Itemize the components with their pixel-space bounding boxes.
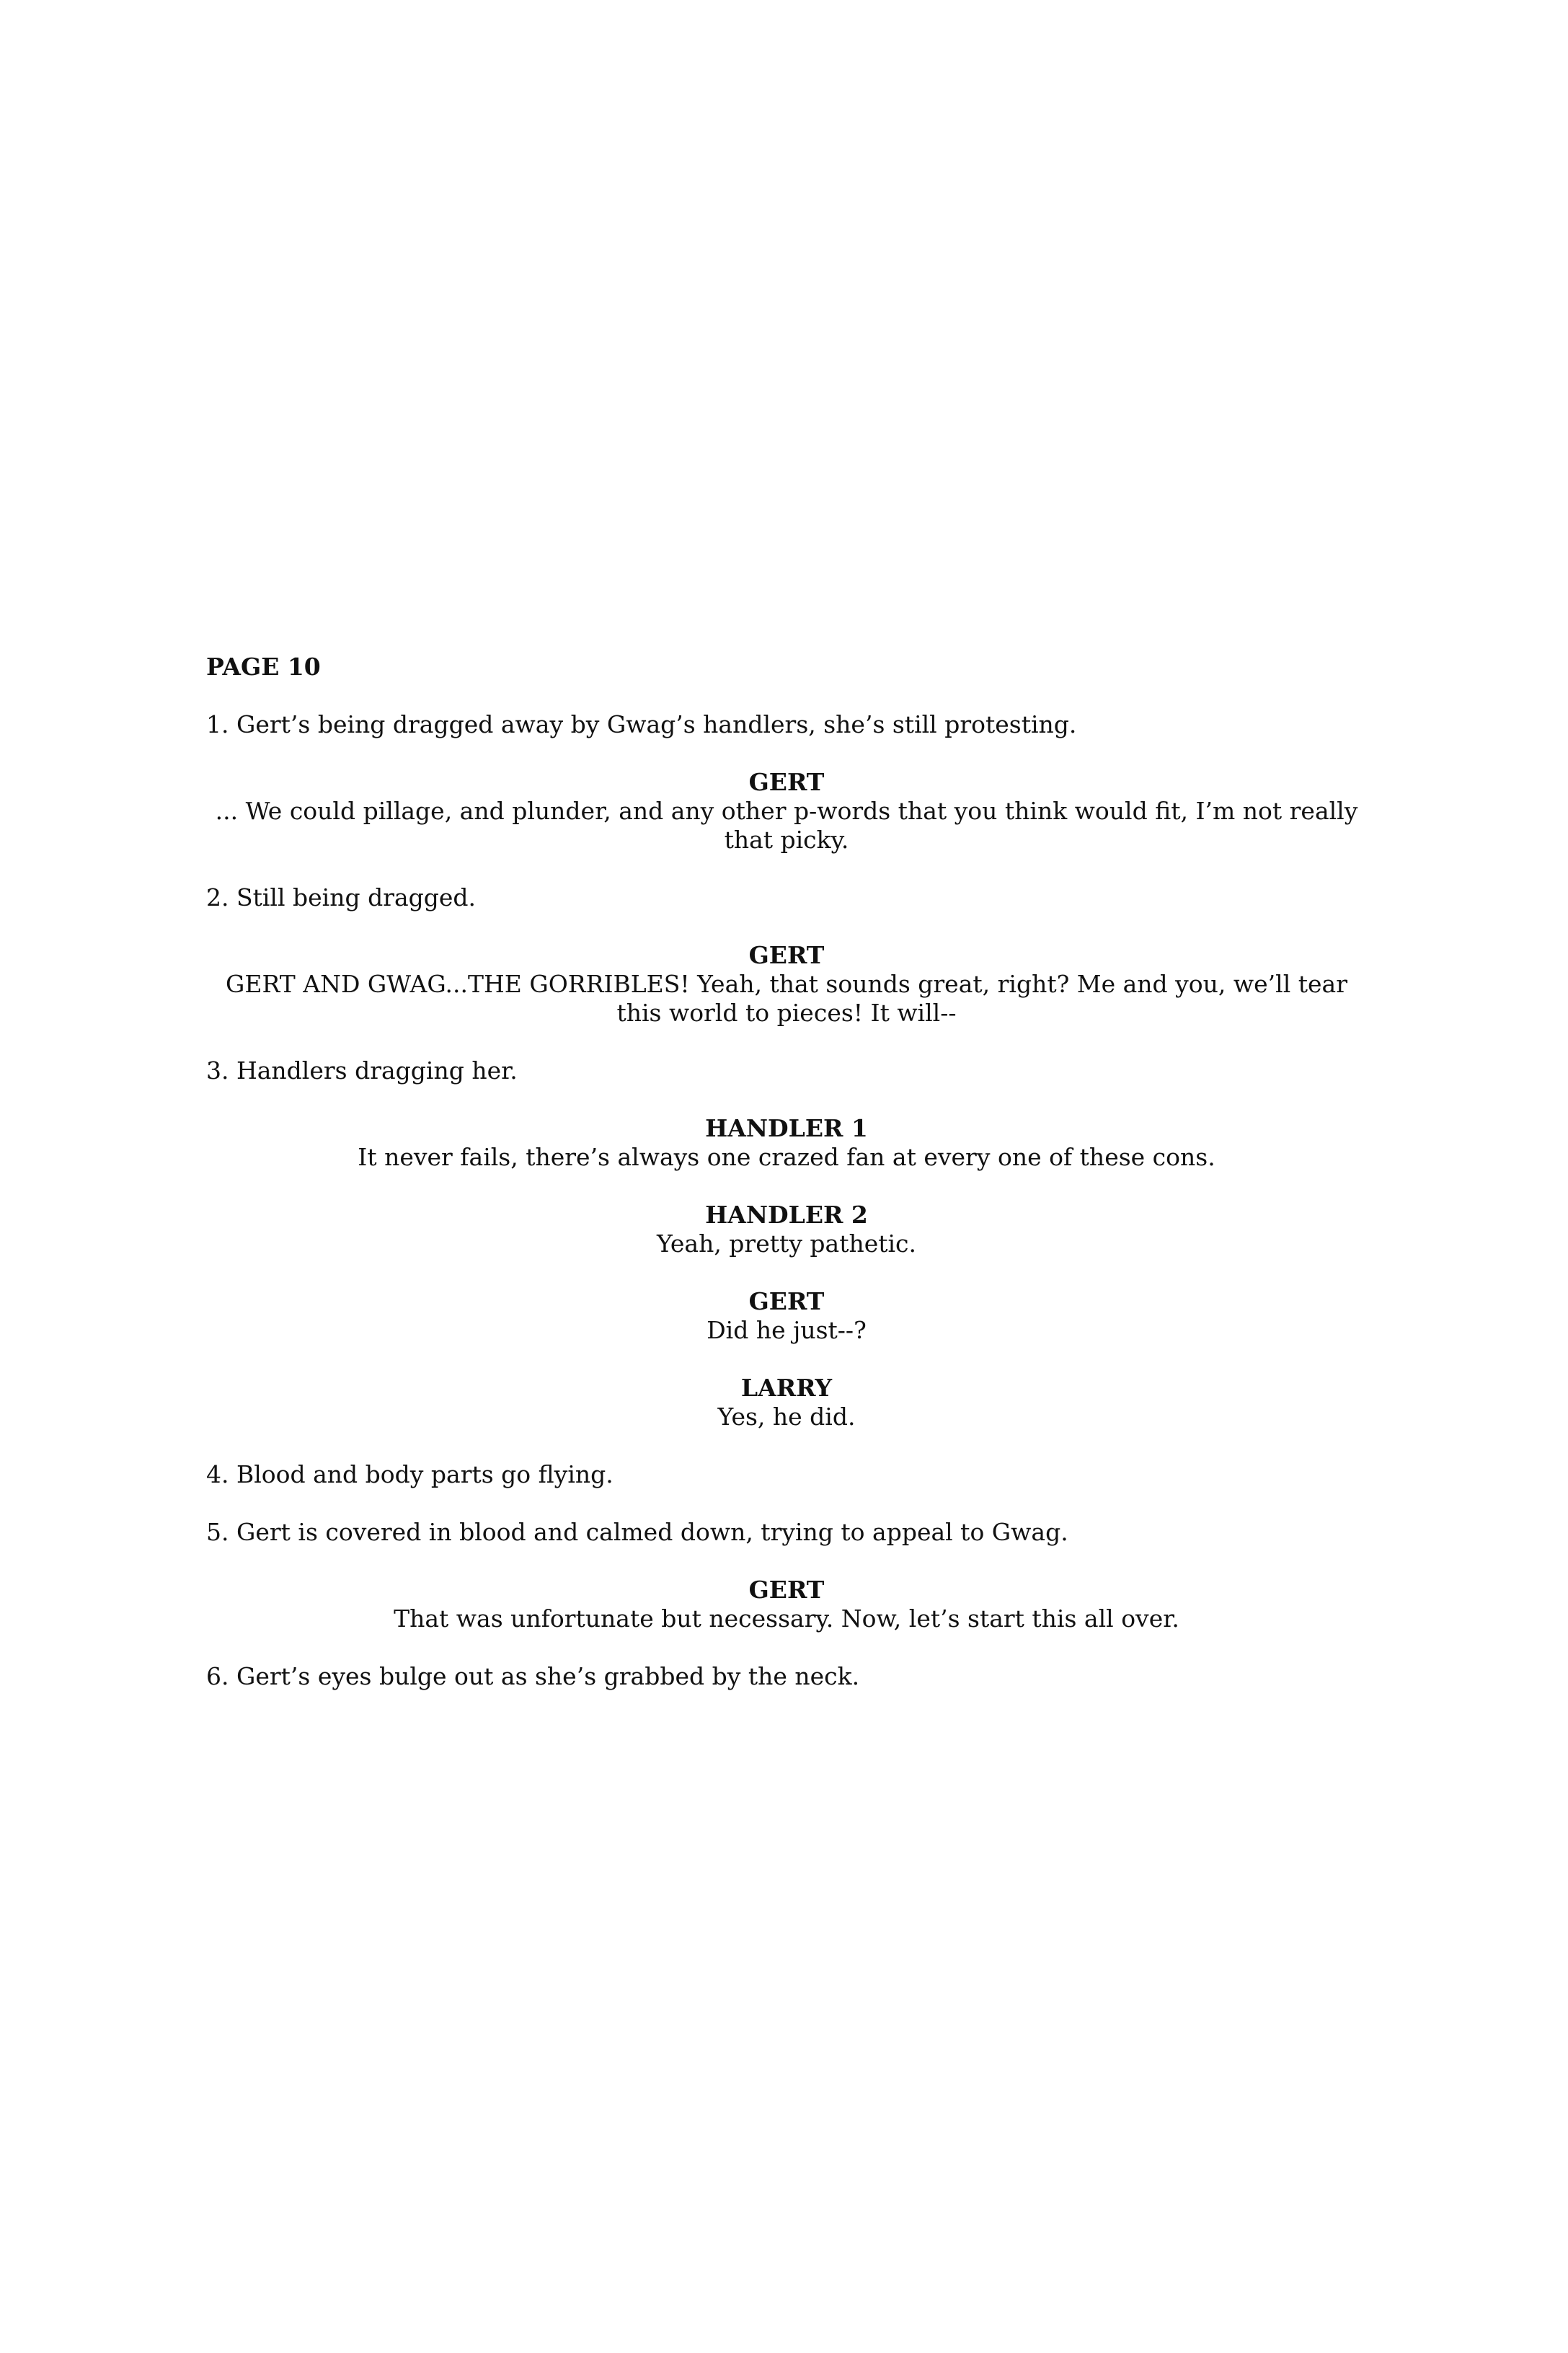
dialogue-block	[206, 941, 1367, 1028]
speaker-name: GERT	[748, 768, 825, 796]
dialogue-line: That was unfortunate but necessary. Now, let’s start this all over.	[394, 1604, 1179, 1633]
dialogue-line: Yeah, pretty pathetic.	[656, 1230, 917, 1258]
panel-description-3: 3. Handlers dragging her.	[206, 1056, 518, 1085]
speaker-name: HANDLER 2	[705, 1201, 868, 1229]
panel-description-6: 6. Gert’s eyes bulge out as she’s grabbed by the neck.	[206, 1662, 860, 1690]
panel-description-4: 4. Blood and body parts go flying.	[206, 1460, 614, 1488]
page-heading: PAGE 10	[206, 653, 321, 681]
dialogue-line: It never fails, there’s always one crazed fan at every one of these cons.	[358, 1143, 1215, 1171]
dialogue-block	[206, 1201, 1367, 1258]
dialogue-block	[206, 768, 1367, 855]
dialogue-line: ... We could pillage, and plunder, and any other p-words that you think would fit, I’m not really that picky.	[215, 797, 1358, 854]
dialogue-line: Did he just--?	[707, 1316, 867, 1344]
speaker-name: GERT	[748, 1287, 825, 1315]
panel-description-1: 1. Gert’s being dragged away by Gwag’s handlers, she’s still protesting.	[206, 710, 1077, 738]
dialogue-block	[206, 1576, 1367, 1633]
speaker-name: GERT	[748, 1576, 825, 1604]
dialogue-line: Yes, he did.	[717, 1403, 856, 1431]
speaker-name: GERT	[748, 941, 825, 969]
dialogue-block	[206, 1287, 1367, 1345]
dialogue-block	[206, 1114, 1367, 1172]
speaker-name: HANDLER 1	[705, 1114, 868, 1142]
panel-description-2: 2. Still being dragged.	[206, 883, 477, 911]
panel-description-5: 5. Gert is covered in blood and calmed down, trying to appeal to Gwag.	[206, 1518, 1068, 1546]
dialogue-line: GERT AND GWAG...THE GORRIBLES! Yeah, that sounds great, right? Me and you, we’ll tear this world to pieces! It will--	[226, 970, 1347, 1027]
speaker-name: LARRY	[740, 1374, 833, 1402]
dialogue-block	[206, 1374, 1367, 1431]
script-body	[206, 653, 1367, 1720]
